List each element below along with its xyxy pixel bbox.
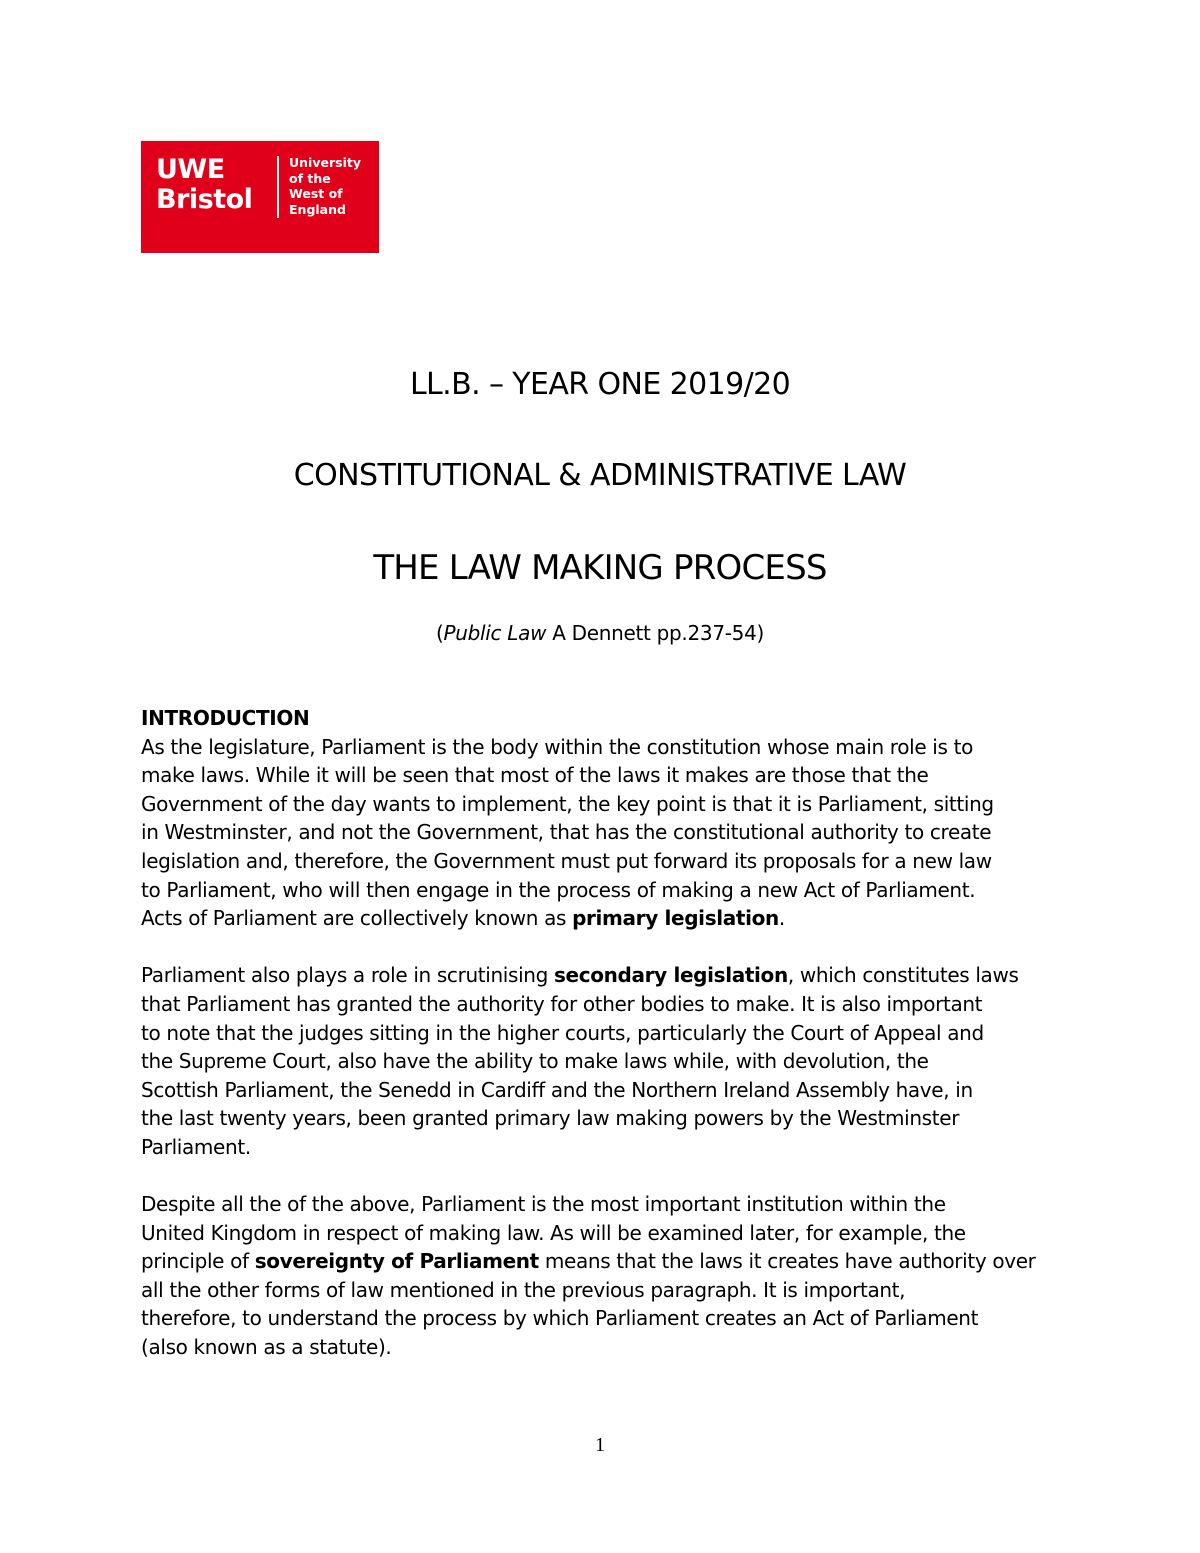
course-year-heading: LL.B. – YEAR ONE 2019/20 [409,367,791,402]
text-run: Parliament also plays a role in scrutinising [141,963,554,988]
term-sovereignty-of-parliament: sovereignty of Parliament [254,1249,539,1274]
text-line: to note that the judges sitting in the higher courts, particularly the Court of Appeal and [141,1020,984,1045]
logo-wordmark-uwe: UWE [156,154,225,185]
reference-details: A Dennett pp.237-54) [546,621,765,645]
module-heading: CONSTITUTIONAL & ADMINISTRATIVE LAW [293,458,907,493]
logo-divider [277,156,279,218]
text-line [141,904,1071,933]
text-run: principle of [141,1249,255,1274]
text-line: Parliament. [141,1134,251,1159]
document-title: THE LAW MAKING PROCESS [373,548,827,588]
introduction-paragraph-2 [141,961,1071,1161]
page-number: 1 [595,1434,605,1456]
logo-subtitle-line: of the [289,170,331,186]
text-line: therefore, to understand the process by which Parliament creates an Act of Parliament [141,1306,979,1331]
text-line: Scottish Parliament, the Senedd in Cardiff and the Northern Ireland Assembly have, in [141,1077,973,1102]
text-run: means that the laws it creates have authority over [538,1249,1036,1274]
text-line [141,961,1071,990]
introduction-section [141,704,1071,1362]
term-primary-legislation: primary legislation [572,906,779,931]
uwe-bristol-logo [141,141,379,253]
reading-reference [0,621,1200,645]
text-line [141,1247,1071,1276]
reference-open-paren: ( [435,621,444,645]
introduction-paragraph-1 [141,733,1071,933]
term-secondary-legislation: secondary legislation [553,963,788,988]
text-line: Government of the day wants to implement, the key point is that it is Parliament, sitting [141,791,994,816]
text-run: Acts of Parliament are collectively known as [141,906,573,931]
text-line: the last twenty years, been granted primary law making powers by the Westminster [141,1106,960,1131]
reference-book-title: Public Law [443,621,547,645]
logo-wordmark-bristol: Bristol [156,184,253,215]
text-line: the Supreme Court, also have the ability to make laws while, with devolution, the [141,1049,929,1074]
text-line: in Westminster, and not the Government, that has the constitutional authority to create [141,820,992,845]
text-line: legislation and, therefore, the Government must put forward its proposals for a new law [141,848,992,873]
text-line: that Parliament has granted the authority for other bodies to make. It is also important [141,991,983,1016]
text-line: make laws. While it will be seen that most of the laws it makes are those that the [141,763,929,788]
logo-subtitle-line: University [289,155,361,170]
logo-subtitle-line: West of [289,186,343,201]
section-heading-introduction: INTRODUCTION [141,706,310,730]
introduction-paragraph-3 [141,1190,1071,1362]
text-line: to Parliament, who will then engage in the process of making a new Act of Parliament. [141,877,976,902]
text-line: (also known as a statute). [141,1335,392,1360]
logo-subtitle [289,155,361,217]
text-line: all the other forms of law mentioned in the previous paragraph. It is important, [141,1277,906,1302]
text-run: . [778,906,785,931]
text-line: As the legislature, Parliament is the body within the constitution whose main role is to [141,734,973,759]
text-run: , which constitutes laws [787,963,1019,988]
logo-subtitle-line: England [289,201,346,217]
text-line: United Kingdom in respect of making law. As will be examined later, for example, the [141,1220,966,1245]
text-line: Despite all the of the above, Parliament is the most important institution within the [141,1192,946,1217]
